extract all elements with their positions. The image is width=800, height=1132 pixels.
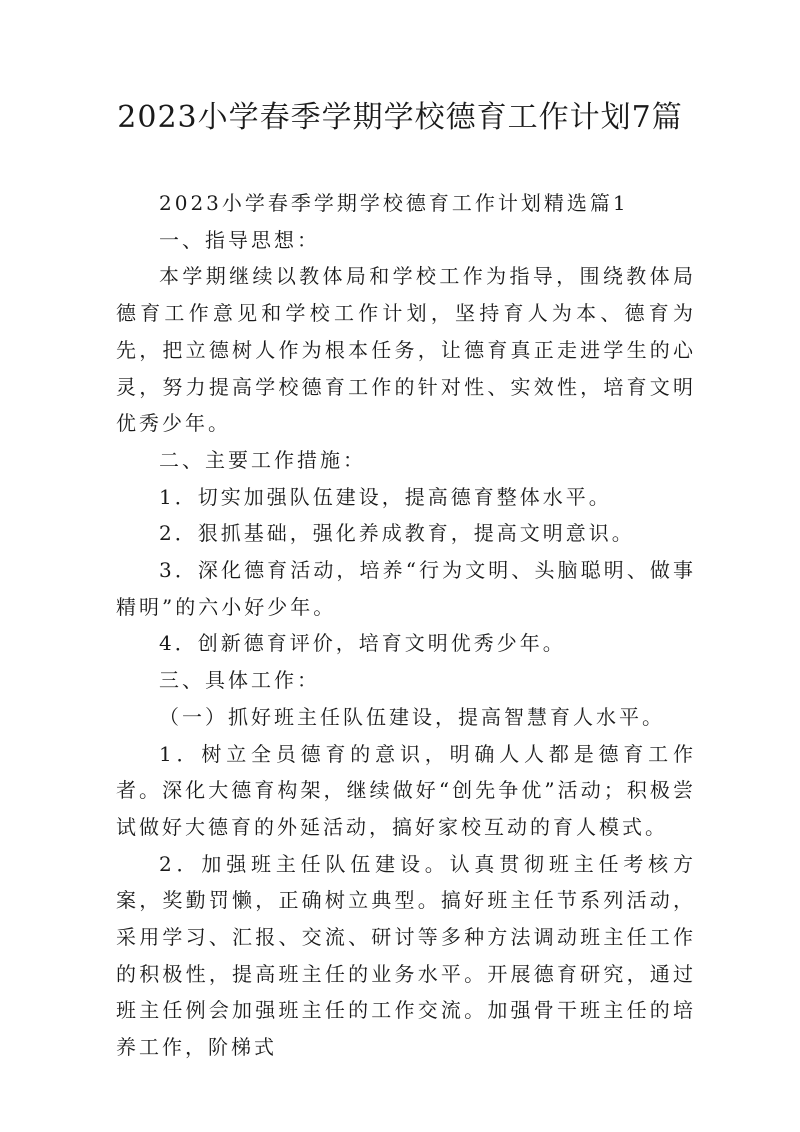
paragraph-guiding-ideology: 本学期继续以教体局和学校工作为指导，围绕教体局德育工作意见和学校工作计划，坚持育人为本、德育为先，把立德树人作为根本任务，让德育真正走进学生的心灵，努力提高学校德育工作的针对性、实效性，培育文明优秀少年。 bbox=[116, 264, 696, 436]
work-item-2: 2．加强班主任队伍建设。认真贯彻班主任考核方案，奖勤罚懒，正确树立典型。搞好班主任节系列活动，采用学习、汇报、交流、研讨等多种方法调动班主任工作的积极性，提高班主任的业务水平。开展德育研究，通过班主任例会加强班主任的工作交流。加强骨干班主任的培养工作，阶梯式 bbox=[116, 851, 696, 1060]
document-body bbox=[116, 185, 696, 1066]
measure-item-4: 4．创新德育评价，培育文明优秀少年。 bbox=[159, 631, 566, 656]
heading-main-measures: 二、主要工作措施： bbox=[159, 447, 366, 472]
document-title: 2023小学春季学期学校德育工作计划7篇 bbox=[117, 100, 683, 135]
subheading-head-teacher-team: （一）抓好班主任队伍建设，提高智慧育人水平。 bbox=[159, 704, 665, 729]
measure-item-1: 1．切实加强队伍建设，提高德育整体水平。 bbox=[159, 484, 612, 509]
heading-specific-work: 三、具体工作： bbox=[159, 668, 320, 693]
measure-item-3: 3．深化德育活动，培养“行为文明、头脑聪明、做事精明”的六小好少年。 bbox=[116, 558, 696, 619]
work-item-1: 1．树立全员德育的意识，明确人人都是德育工作者。深化大德育构架，继续做好“创先争优”活动；积极尝试做好大德育的外延活动，搞好家校互动的育人模式。 bbox=[116, 741, 696, 839]
heading-guiding-ideology: 一、指导思想： bbox=[159, 227, 320, 252]
section-heading: 2023小学春季学期学校德育工作计划精选篇1 bbox=[159, 191, 629, 215]
measure-item-2: 2．狠抓基础，强化养成教育，提高文明意识。 bbox=[159, 521, 635, 546]
